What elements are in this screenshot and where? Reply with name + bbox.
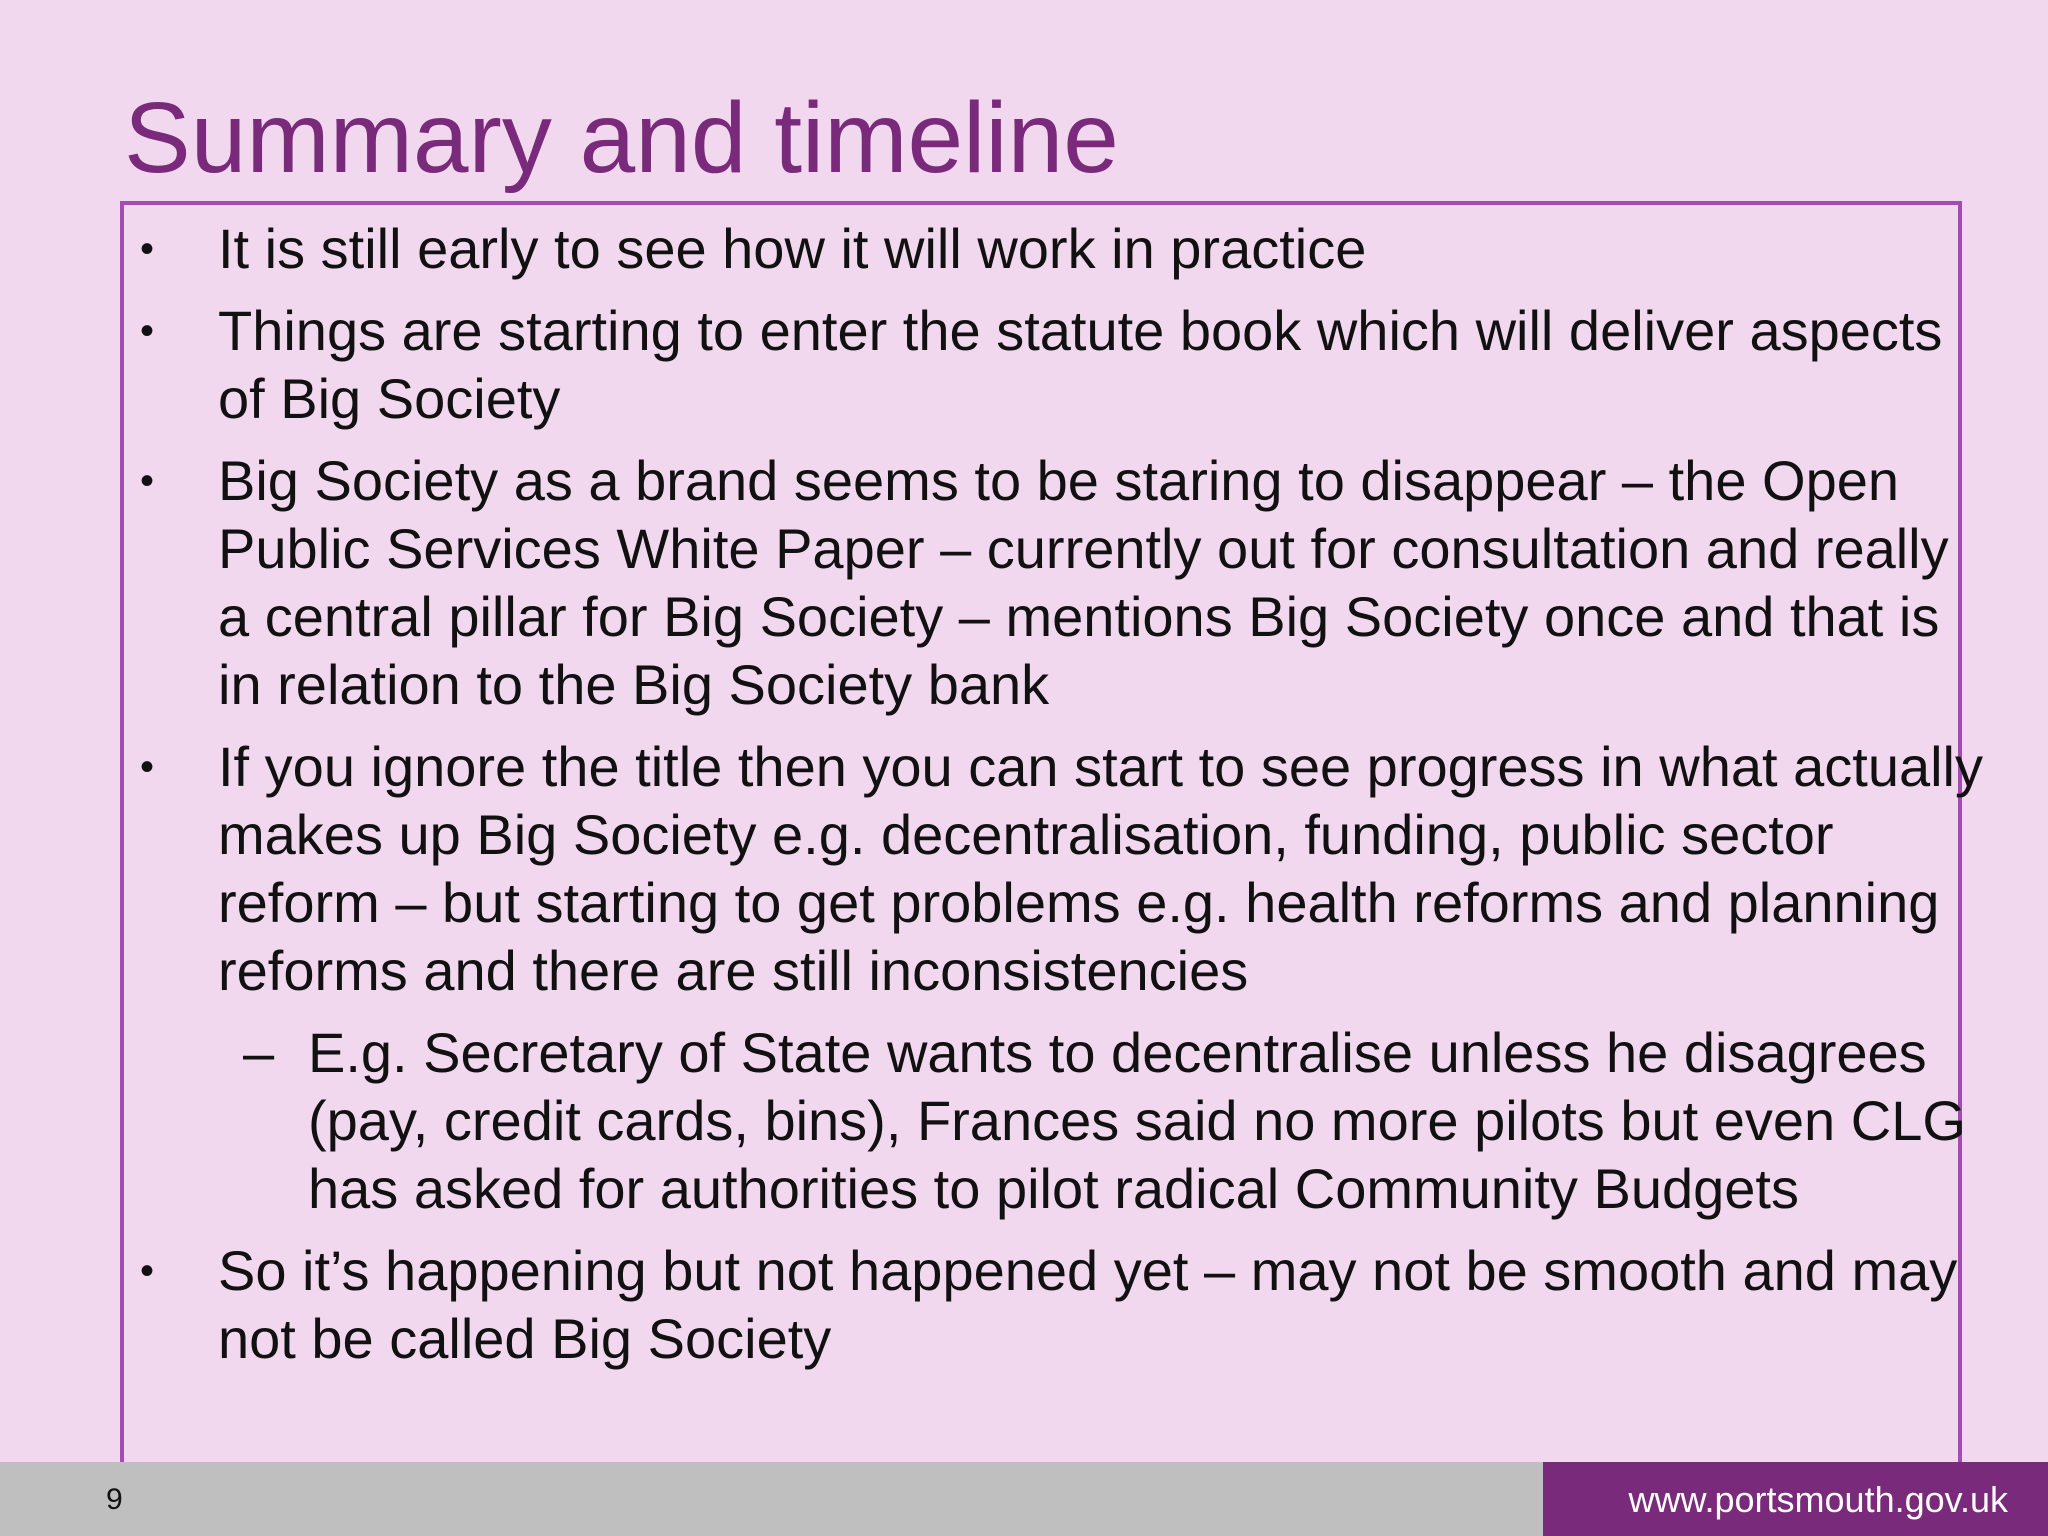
- bullet-item: [0, 1237, 2048, 1373]
- bullet-text: Things are starting to enter the statute book which will deliver aspects of Big Society: [218, 299, 1943, 430]
- bullet-text: Big Society as a brand seems to be staring to disappear – the Open Public Services White Paper – currently out for consultation and really a central pillar for Big Society – mentions Big Society once and that is in relation to the Big Society bank: [218, 449, 1949, 716]
- footer-url-box: [1543, 1462, 2048, 1536]
- bullet-marker: •: [140, 459, 155, 503]
- sub-bullet-item: [0, 1019, 2048, 1223]
- bullet-marker: •: [140, 227, 155, 271]
- bullet-marker: •: [140, 1249, 155, 1293]
- sub-bullet-text: E.g. Secretary of State wants to decentralise unless he disagrees (pay, credit cards, bins), Frances said no more pilots but even CLG has asked for authorities to pilot radical Community Budgets: [308, 1021, 1966, 1220]
- bullet-item: [0, 297, 2048, 433]
- bullet-item: [0, 447, 2048, 719]
- sub-bullet-marker: –: [243, 1021, 275, 1084]
- bullet-text: It is still early to see how it will work in practice: [218, 217, 1367, 280]
- page-number: 9: [106, 1483, 123, 1516]
- bullet-marker: •: [140, 309, 155, 353]
- bullet-item: [0, 215, 2048, 283]
- slide-title: Summary and timeline: [124, 82, 1119, 194]
- bullet-text: So it’s happening but not happened yet – may not be smooth and may not be called Big Society: [218, 1239, 1958, 1370]
- bullet-list: [0, 215, 2048, 1387]
- bullet-marker: •: [140, 745, 155, 789]
- footer-url: www.portsmouth.gov.uk: [1628, 1479, 2008, 1520]
- bullet-item: [0, 733, 2048, 1005]
- bullet-text: If you ignore the title then you can start to see progress in what actually makes up Big Society e.g. decentralisation, funding, public sector reform – but starting to get problems e.g. health reforms and planning reforms and there are still inconsistencies: [218, 735, 1983, 1002]
